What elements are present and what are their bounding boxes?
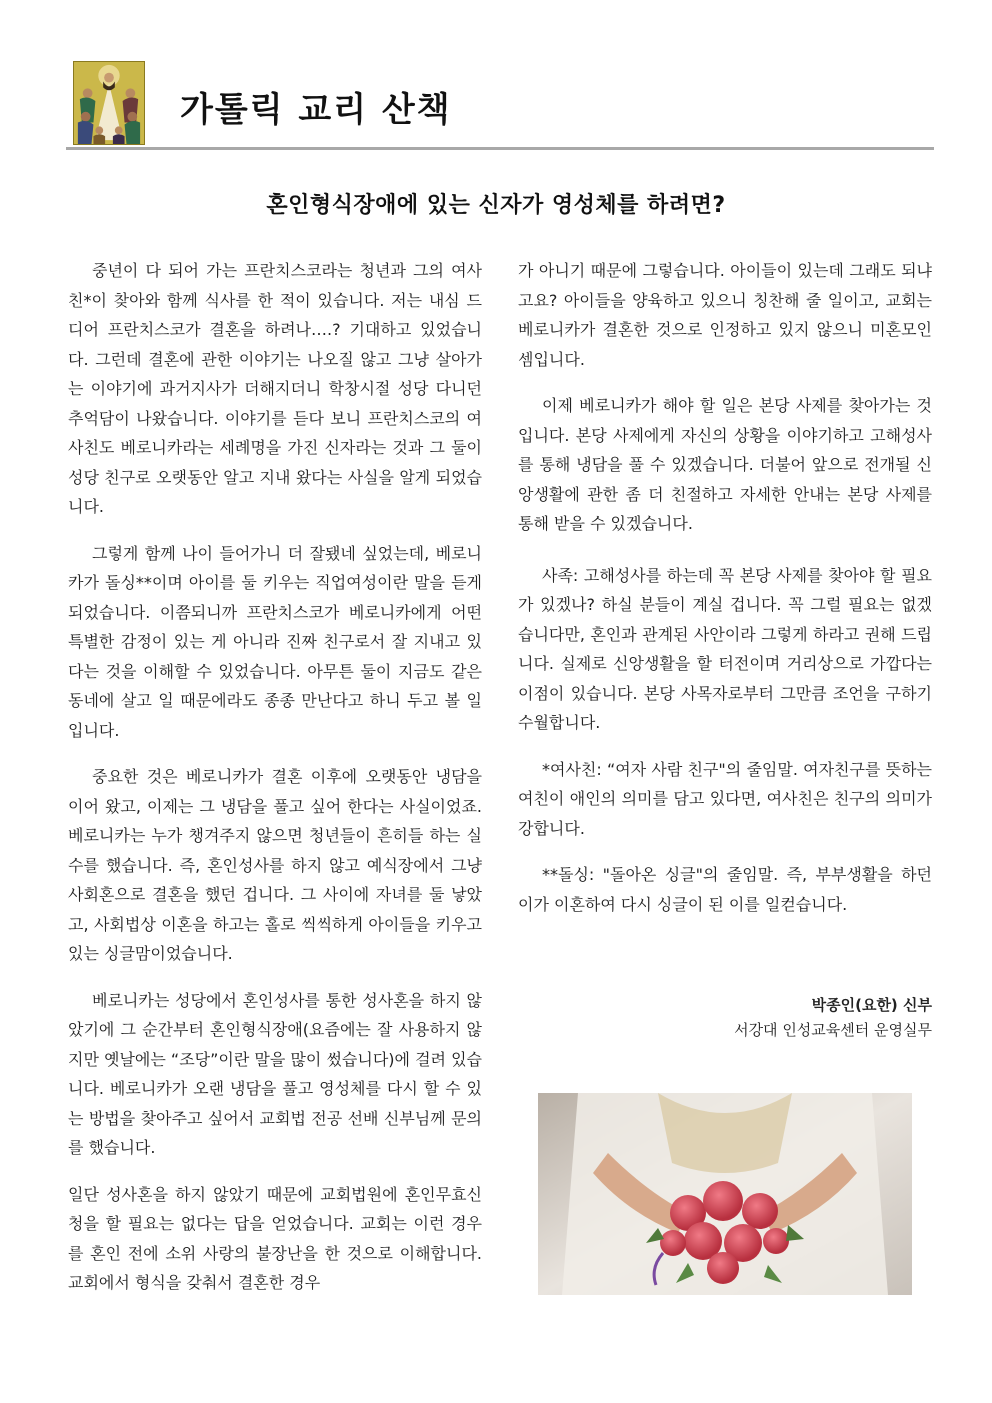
right-column <box>518 256 932 936</box>
header-divider <box>66 147 934 150</box>
author-name: 박종인(요한) 신부 <box>811 996 932 1014</box>
logo-jesus-disciples-icon <box>73 61 145 145</box>
author-role: 서강대 인성교육센터 운영실무 <box>734 1021 932 1039</box>
footnote: *여사친: “여자 사람 친구"의 줄임말. 여자친구를 뜻하는 여친이 애인의 의미를 담고 있다면, 여사친은 친구의 의미가 강합니다. <box>518 759 932 838</box>
paragraph: 그렇게 함께 나이 들어가니 더 잘됐네 싶었는데, 베로니카가 돌싱**이며 아이를 둘 키우는 직업여성이란 말을 듣게 되었습니다. 이쯤되니까 프란치스코가 베로니카에게 어떤 특별한 감정이 있는 게 아니라 진짜 친구로서 잘 지내고 있다는 것을 이해할 수 있었습니다. 아무튼 둘이 지금도 같은 동네에 살고 일 때문에라도 종종 만난다고 하니 두고 볼 일입니다. <box>68 543 482 740</box>
paragraph: 중요한 것은 베로니카가 결혼 이후에 오랫동안 냉담을 이어 왔고, 이제는 그 냉담을 풀고 싶어 한다는 사실이었죠. 베로니카는 누가 챙겨주지 않으면 청년들이 흔히들 하는 실수를 했습니다. 즉, 혼인성사를 하지 않고 예식장에서 그냥 사회혼으로 결혼을 했던 겁니다. 그 사이에 자녀를 둘 낳았고, 사회법상 이혼을 하고는 홀로 씩씩하게 아이들을 키우고 있는 싱글맘이었습니다. <box>68 767 482 963</box>
paragraph: 베로니카는 성당에서 혼인성사를 통한 성사혼을 하지 않았기에 그 순간부터 혼인형식장애(요즘에는 잘 사용하지 않지만 옛날에는 “조당”이란 말을 많이 썼습니다)에 걸려 있습니다. 베로니카가 오랜 냉담을 풀고 영성체를 다시 할 수 있는 방법을 찾아주고 싶어서 교회법 전공 선배 신부님께 문의를 했습니다. <box>68 990 482 1157</box>
footnote: **돌싱: "돌아온 싱글"의 줄임말. 즉, 부부생활을 하던 이가 이혼하여 다시 싱글이 된 이를 일컫습니다. <box>518 865 932 914</box>
paragraph: 사족: 고해성사를 하는데 꼭 본당 사제를 찾아야 할 필요가 있겠나? 하실 분들이 계실 겁니다. 꼭 그럴 필요는 없겠습니다만, 혼인과 관계된 사안이라 그렇게 하라고 권해 드립니다. 실제로 신앙생활을 할 터전이며 거리상으로 가깝다는 이점이 있습니다. 본당 사목자로부터 그만큼 조언을 구하기 수월합니다. <box>518 565 932 732</box>
paragraph: 일단 성사혼을 하지 않았기 때문에 교회법원에 혼인무효신청을 할 필요는 없다는 답을 얻었습니다. 교회는 이런 경우를 혼인 전에 소위 사랑의 불장난을 한 것으로 이해합니다. 교회에서 형식을 갖춰서 결혼한 경우 <box>68 1184 482 1292</box>
paragraph: 가 아니기 때문에 그렇습니다. 아이들이 있는데 그래도 되냐고요? 아이들을 양육하고 있으니 칭찬해 줄 일이고, 교회는 베로니카가 결혼한 것으로 인정하고 있지 않으니 미혼모인 셈입니다. <box>518 261 932 369</box>
article-title: 혼인형식장애에 있는 신자가 영성체를 하려면? <box>266 193 726 218</box>
paragraph: 중년이 다 되어 가는 프란치스코라는 청년과 그의 여사친*이 찾아와 함께 식사를 한 적이 있습니다. 저는 내심 드디어 프란치스코가 결혼을 하려나….? 기대하고 있었습니다. 그런데 결혼에 관한 이야기는 나오질 않고 그냥 살아가는 이야기에 과거지사가 더해지더니 학창시절 성당 다니던 추억담이 나왔습니다. 이야기를 듣다 보니 프란치스코의 여사친도 베로니카라는 세례명을 가진 신자라는 것과 그 둘이 성당 친구로 오랫동안 알고 지내 왔다는 사실을 알게 되었습니다. <box>68 261 482 516</box>
paragraph: 이제 베로니카가 해야 할 일은 본당 사제를 찾아가는 것입니다. 본당 사제에게 자신의 상황을 이야기하고 고해성사를 통해 냉담을 풀 수 있겠습니다. 더불어 앞으로 전개될 신앙생활에 관한 좀 더 친절하고 자세한 안내는 본당 사제를 통해 받을 수 있겠습니다. <box>518 396 932 533</box>
section-title: 가톨릭 교리 산책 <box>180 90 452 130</box>
left-column <box>68 256 482 1315</box>
wedding-bouquet-photo <box>538 1093 912 1295</box>
